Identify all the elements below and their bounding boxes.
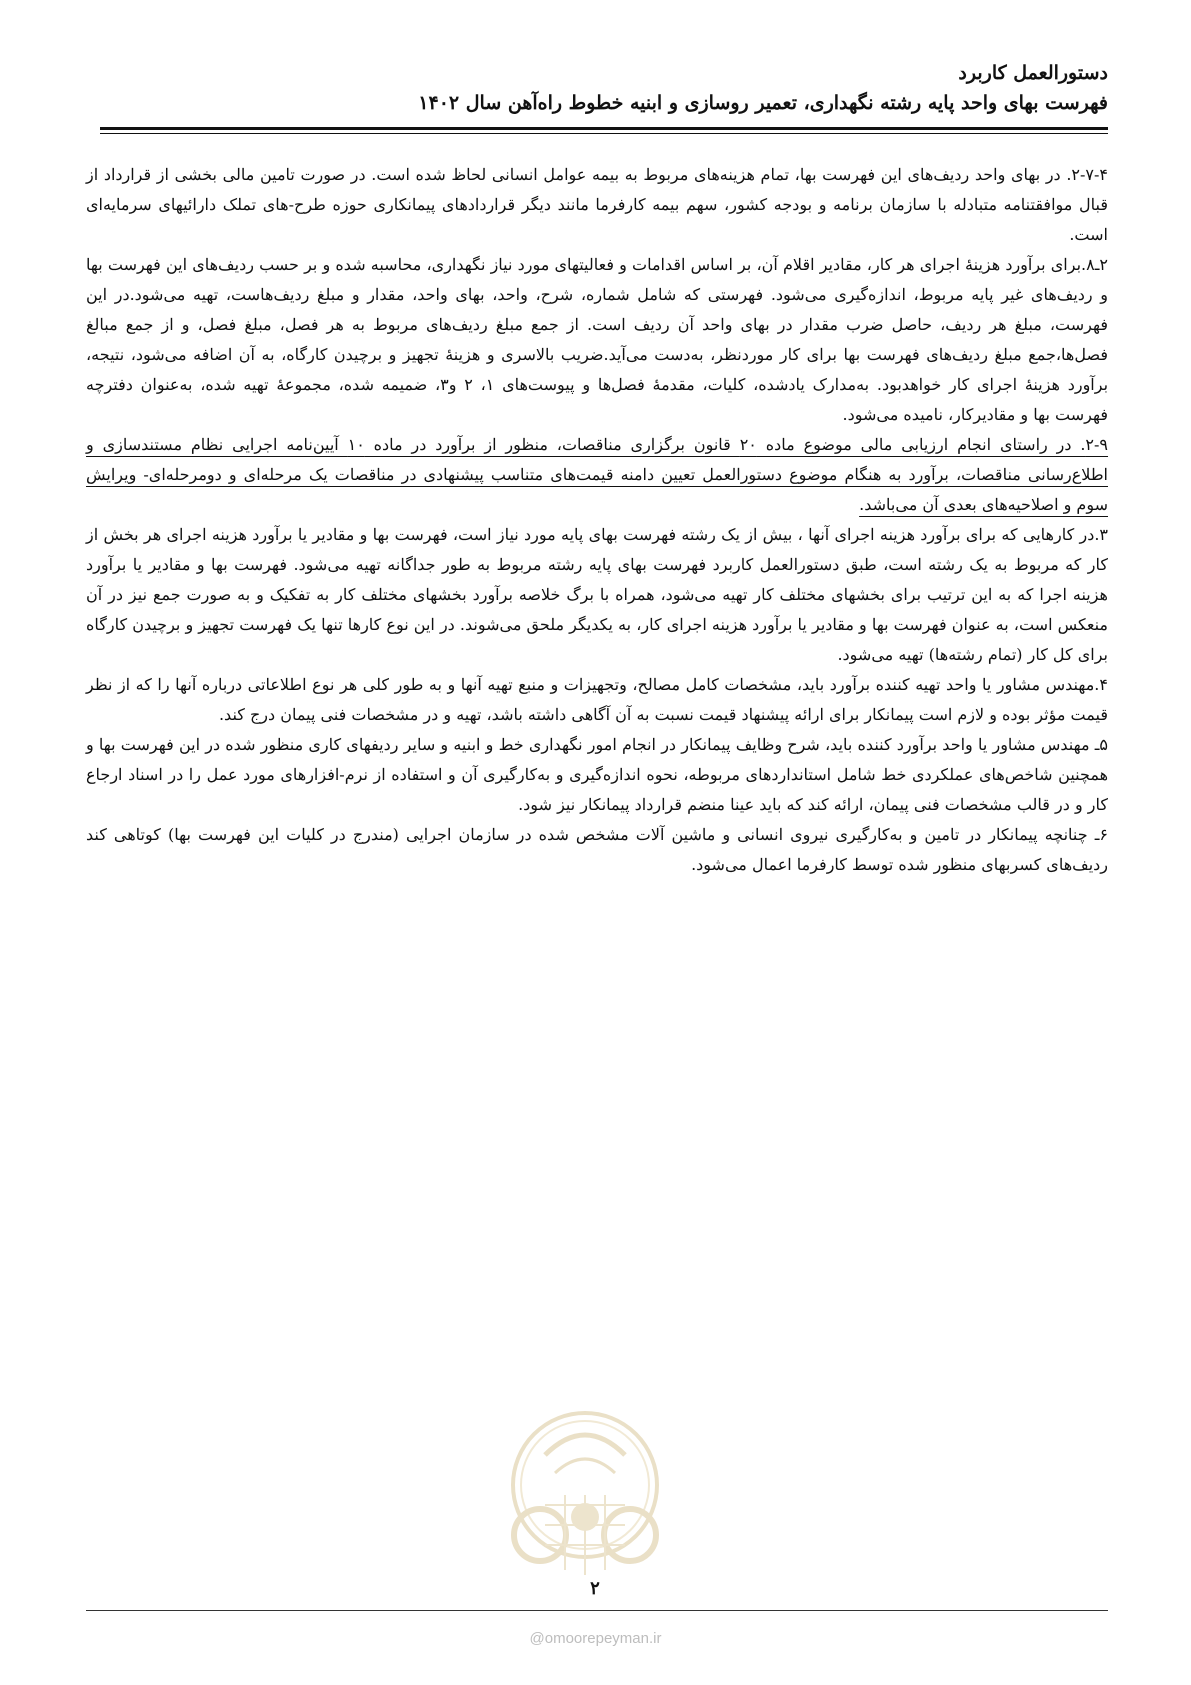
page-number: ۲ — [590, 1578, 600, 1599]
paragraph-2-7-4: ۲-۷-۴. در بهای واحد ردیف‌های این فهرست بها، تمام هزینه‌های مربوط به بیمه عوامل انسانی لحاظ شده است. در صورت تامین مالی بخشی از قرارداد از قبال موافقتنامه متبادله با سازمان برنامه و بودجه کشور، سهم بیمه کارفرما مانند دیگر قراردادهای پیمانکاری حوزه طرح-های تملک دارائیهای سرمایه‌ای است. — [86, 165, 1108, 244]
document-header — [100, 58, 1108, 118]
paragraph-3: ۳.در کارهایی که برای برآورد هزینه اجرای آنها ، بیش از یک رشته فهرست بهای پایه مورد نیاز است، فهرست بها و مقادیر یا برآورد هزینه اجرای هر بخش از کار که مربوط به یک رشته است، طبق دستورالعمل کاربرد فهرست بهای پایه رشته مربوط به طور جداگانه تهیه می‌شود. فهرست بها و مقادیر یا برآورد هزینه اجرا که به این ترتیب برای بخشهای مختلف کار تهیه می‌شود، همراه با برگ خلاصه برآورد بخشهای مختلف کار به تفکیک و به صورت جمع نیز در آن منعکس است، به عنوان فهرست بها و مقادیر یا برآورد هزینه اجرای کار، به یکدیگر ملحق می‌شوند. در این نوع کارها تنها یک فهرست تجهیز و برچیدن کارگاه برای کل کار (تمام رشته‌ها) تهیه می‌شود. — [86, 525, 1109, 664]
website-watermark: @omoorepeyman.ir — [529, 1630, 662, 1647]
document-subtitle: فهرست بهای واحد پایه رشته نگهداری، تعمیر روسازی و ابنیه خطوط راه‌آهن سال ۱۴۰۲ — [418, 92, 1108, 114]
paragraph-6: ۶ـ چنانچه پیمانکار در تامین و به‌کارگیری نیروی انسانی و ماشین آلات مشخص شده در سازمان اجرایی (مندرج در کلیات این فهرست بها) کوتاهی کند ردیف‌های کسربهای منظور شده توسط کارفرما اعمال می‌شود. — [86, 825, 1108, 874]
footer-divider — [86, 1610, 1108, 1611]
paragraph-4: ۴.مهندس مشاور یا واحد تهیه کننده برآورد باید، مشخصات کامل مصالح، وتجهیزات و منبع تهیه آنها و به طور کلی هر نوع اطلاعاتی درباره آنها را که از نظر قیمت مؤثر بوده و لازم است پیمانکار برای ارائه پیشنهاد قیمت نسبت به آن آگاهی داشته باشد، تهیه و در مشخصات فنی پیمان درج کند. — [86, 675, 1108, 724]
document-title: دستورالعمل کاربرد — [958, 62, 1108, 84]
paragraph-5: ۵ـ مهندس مشاور یا واحد برآورد کننده باید، شرح وظایف پیمانکار در انجام امور نگهداری خط و ابنیه و سایر ردیفهای کاری منظور شده در این فهرست بها و همچنین شاخص‌های عملکردی خط شامل استانداردهای مربوطه، نحوه اندازه‌گیری و به‌کارگیری آن و استفاده از نرم-افزارهای مورد عمل را در اسناد ارجاع کار و در قالب مشخصات فنی پیمان، ارائه کند که باید عینا منضم قرارداد پیمانکار نیز شود. — [86, 735, 1109, 814]
header-divider-thick — [100, 127, 1108, 130]
paragraph-2-8: ۲ـ۸.برای برآورد هزینهٔ اجرای هر کار، مقادیر اقلام آن، بر اساس اقدامات و فعالیتهای مورد نیاز نگهداری، محاسبه شده و بر حسب ردیف‌های این فهرست بها و ردیف‌های غیر پایه مربوط، اندازه‌گیری می‌شود. فهرستی که شامل شماره، شرح، واحد، بهای واحد، مقدار و مبلغ ردیف‌هاست، تهیه می‌شود.در این فهرست، مبلغ هر ردیف، حاصل ضرب مقدار در بهای واحد آن ردیف است. از جمع مبلغ ردیف‌های مربوط به هر فصل، مبلغ فصل، و از جمع مبالغ فصل‌ها،جمع مبلغ ردیف‌های فهرست بها برای کار موردنظر، به‌دست می‌آید.ضریب بالاسری و هزینهٔ تجهیز و برچیدن کارگاه، به آن اضافه می‌شود، نتیجه، برآورد هزینهٔ اجرای کار خواهدبود. به‌مدارک یادشده، کلیات، مقدمهٔ فصل‌ها و پیوست‌های ۱، ۲ و۳، ضمیمه شده، مجموعهٔ تهیه شده، به‌عنوان دفترچه فهرست بها و مقادیرکار، نامیده می‌شود. — [86, 255, 1109, 424]
paragraph-2-9: ۲-۹. در راستای انجام ارزیابی مالی موضوع ماده ۲۰ قانون برگزاری مناقصات، منظور از برآورد در ماده ۱۰ آیین‌نامه اجرایی نظام مستندسازی و اطلاع‌رسانی مناقصات، برآورد به هنگام موضوع دستورالعمل تعیین دامنه قیمت‌های متناسب پیشنهادی در مناقصات یک مرحله‌ای و دومرحله‌ای- ویرایش سوم و اصلاحیه‌های بعدی آن می‌باشد. — [86, 435, 1109, 514]
seal-watermark-icon — [485, 1395, 685, 1595]
header-divider-thin — [100, 133, 1108, 134]
document-body — [86, 160, 1108, 880]
